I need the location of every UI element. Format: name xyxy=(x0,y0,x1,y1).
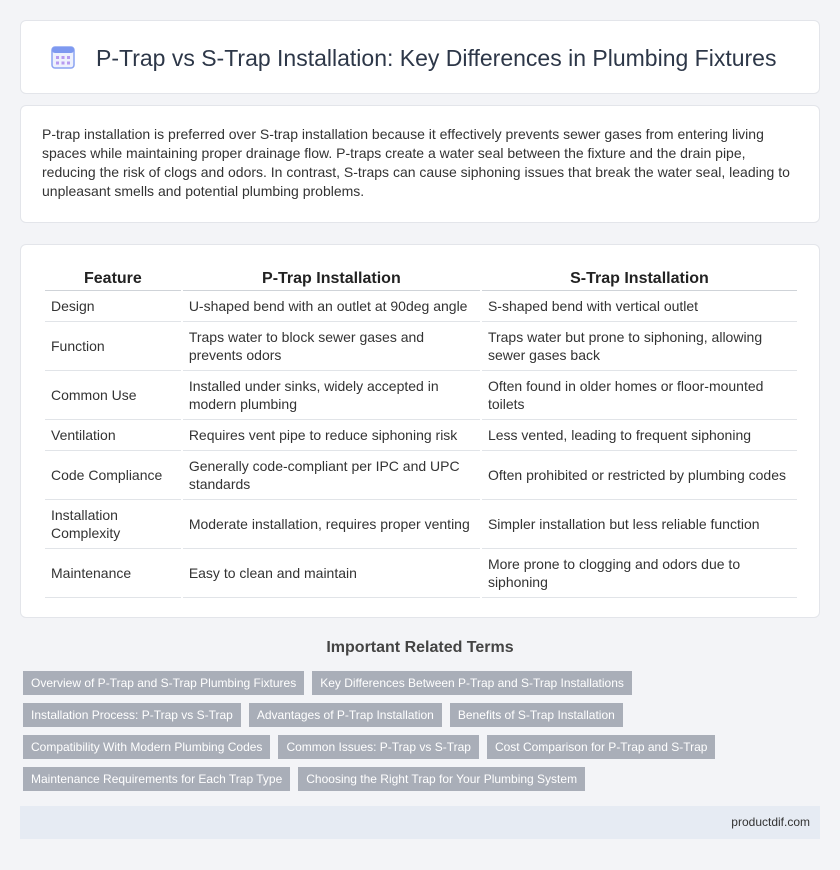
cell-p-trap: Requires vent pipe to reduce siphoning risk xyxy=(183,420,480,451)
table-row xyxy=(45,371,797,420)
cell-p-trap: Generally code-compliant per IPC and UPC standards xyxy=(183,451,480,500)
tag-row xyxy=(23,703,823,727)
related-term-tag[interactable]: Cost Comparison for P-Trap and S-Trap xyxy=(487,735,716,759)
cell-p-trap: Easy to clean and maintain xyxy=(183,549,480,598)
footer-site-link[interactable]: productdif.com xyxy=(731,815,810,829)
related-term-tag[interactable]: Installation Process: P-Trap vs S-Trap xyxy=(23,703,241,727)
related-term-tag[interactable]: Advantages of P-Trap Installation xyxy=(249,703,442,727)
cell-feature: Installation Complexity xyxy=(45,500,181,549)
header-card xyxy=(20,20,820,94)
related-terms-list xyxy=(23,671,823,799)
intro-paragraph: P-trap installation is preferred over S-trap installation because it effectively prevents sewer gases from entering living spaces while maintaining proper drainage flow. P-traps create a water seal between the fixture and the drain pipe, reducing the risk of clogs and odors. In contrast, S-traps can cause siphoning issues that break the water seal, leading to unpleasant smells and potential plumbing problems. xyxy=(42,126,790,199)
cell-s-trap: More prone to clogging and odors due to siphoning xyxy=(482,549,797,598)
cell-s-trap: Often prohibited or restricted by plumbing codes xyxy=(482,451,797,500)
tag-row xyxy=(23,671,823,695)
related-term-tag[interactable]: Common Issues: P-Trap vs S-Trap xyxy=(278,735,479,759)
footer xyxy=(20,806,820,839)
cell-feature: Maintenance xyxy=(45,549,181,598)
related-term-tag[interactable]: Key Differences Between P-Trap and S-Trap Installations xyxy=(312,671,632,695)
cell-s-trap: Traps water but prone to siphoning, allowing sewer gases back xyxy=(482,322,797,371)
table-row xyxy=(45,451,797,500)
cell-feature: Code Compliance xyxy=(45,451,181,500)
page-title: P-Trap vs S-Trap Installation: Key Differences in Plumbing Fixtures xyxy=(96,45,777,71)
related-term-tag[interactable]: Compatibility With Modern Plumbing Codes xyxy=(23,735,270,759)
cell-p-trap: Moderate installation, requires proper venting xyxy=(183,500,480,549)
cell-s-trap: Often found in older homes or floor-mounted toilets xyxy=(482,371,797,420)
cell-feature: Function xyxy=(45,322,181,371)
comparison-table xyxy=(43,265,799,598)
related-terms-title: Important Related Terms xyxy=(326,639,514,656)
related-term-tag[interactable]: Benefits of S-Trap Installation xyxy=(450,703,623,727)
cell-p-trap: U-shaped bend with an outlet at 90deg angle xyxy=(183,291,480,322)
related-term-tag[interactable]: Maintenance Requirements for Each Trap Type xyxy=(23,767,290,791)
table-row xyxy=(45,500,797,549)
intro-card xyxy=(20,105,820,223)
cell-feature: Common Use xyxy=(45,371,181,420)
tag-row xyxy=(23,735,823,759)
table-row xyxy=(45,420,797,451)
related-term-tag[interactable]: Overview of P-Trap and S-Trap Plumbing Fixtures xyxy=(23,671,304,695)
cell-s-trap: Simpler installation but less reliable function xyxy=(482,500,797,549)
cell-feature: Ventilation xyxy=(45,420,181,451)
cell-feature: Design xyxy=(45,291,181,322)
header-s-trap: S-Trap Installation xyxy=(482,265,797,291)
cell-s-trap: Less vented, leading to frequent siphoning xyxy=(482,420,797,451)
calendar-grid-icon xyxy=(50,44,76,70)
table-row xyxy=(45,322,797,371)
tag-row xyxy=(23,767,823,791)
table-row xyxy=(45,549,797,598)
table-row xyxy=(45,291,797,322)
related-term-tag[interactable]: Choosing the Right Trap for Your Plumbing System xyxy=(298,767,585,791)
cell-p-trap: Installed under sinks, widely accepted in modern plumbing xyxy=(183,371,480,420)
header-feature: Feature xyxy=(45,265,181,291)
comparison-card xyxy=(20,244,820,618)
cell-s-trap: S-shaped bend with vertical outlet xyxy=(482,291,797,322)
cell-p-trap: Traps water to block sewer gases and prevents odors xyxy=(183,322,480,371)
header-p-trap: P-Trap Installation xyxy=(183,265,480,291)
